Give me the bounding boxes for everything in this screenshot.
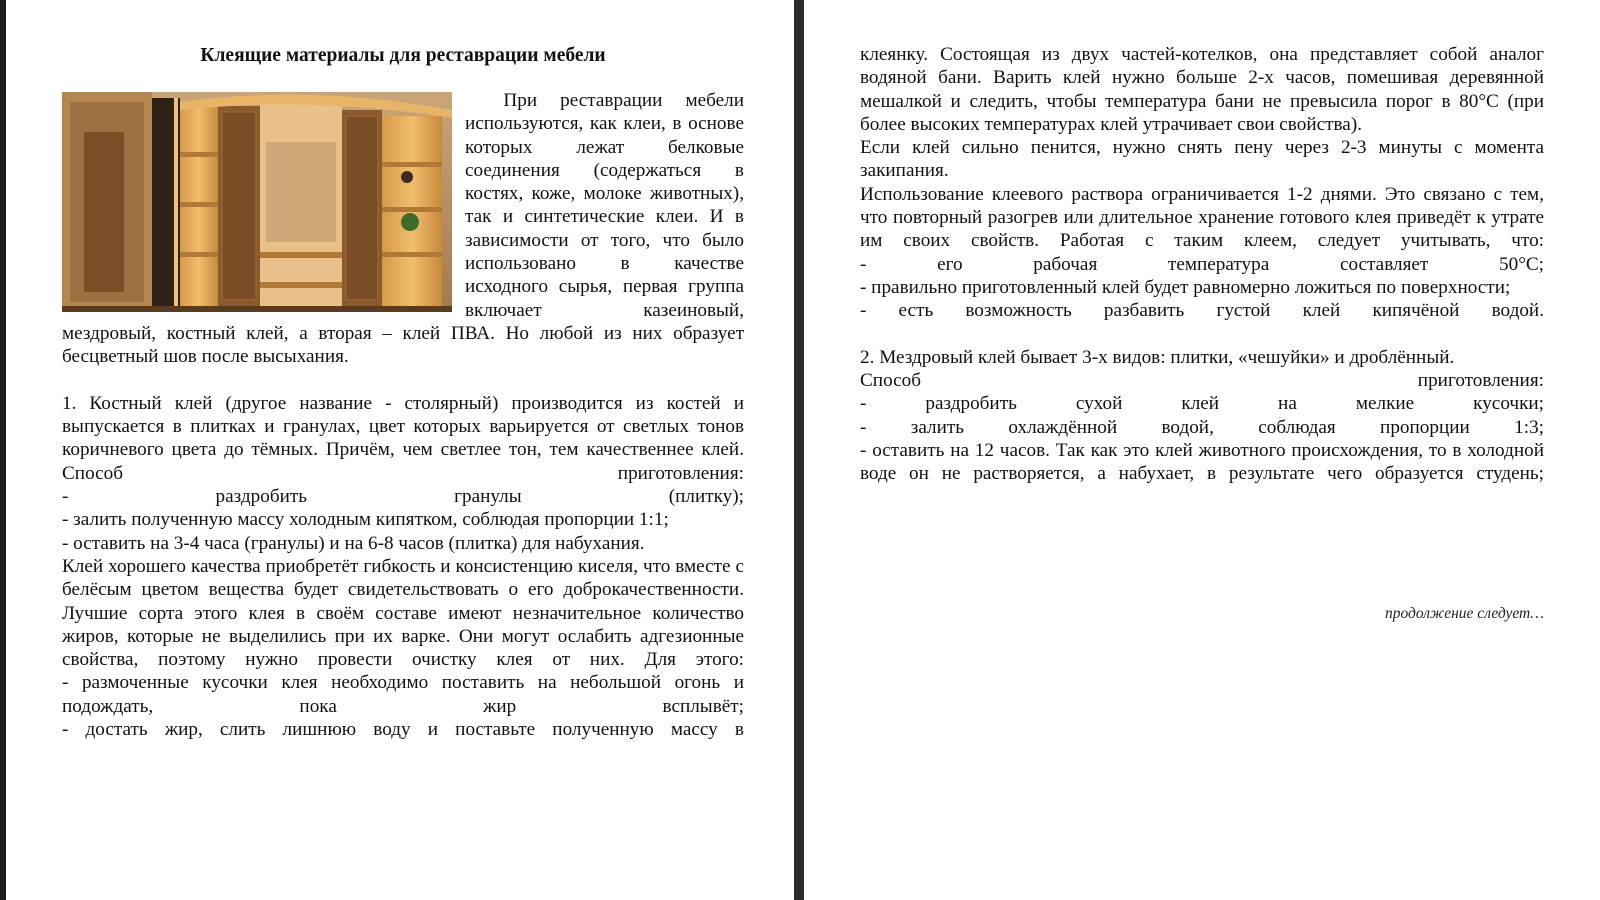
article-title: Клеящие материалы для реставрации мебели [200, 45, 606, 66]
wardrobe-photo [62, 92, 452, 312]
spacer [860, 323, 1544, 346]
document-page-right [804, 0, 1600, 900]
bone-glue-cleaning-step: - достать жир, слить лишнюю воду и поставьте полученную массу в [62, 719, 744, 741]
usage-point: - его рабочая температура составляет 50°С; [860, 253, 1544, 275]
bone-glue-method-heading: Способ приготовления: [62, 462, 744, 484]
foam-note: Если клей сильно пенится, нужно снять пену через 2-3 минуты с момента закипания. [860, 137, 1544, 182]
bone-glue-step: - залить полученную массу холодным кипятком, соблюдая пропорции 1:1; [62, 509, 669, 531]
document-page-left [6, 0, 794, 900]
bone-glue-cleaning-step: - размоченные кусочки клея необходимо поставить на небольшой огонь и подождать, пока жир всплывёт; [62, 672, 744, 717]
hide-glue-method-heading: Способ приготовления: [860, 370, 1544, 392]
bone-glue-description: 1. Костный клей (другое название - столярный) производится из костей и выпускается в плитках и гранулах, цвет которых варьируется от светлых тонов коричневого цвета до тёмных. Причём, чем светлее тон, тем качественнее клей. [62, 392, 744, 461]
continuation-paragraph: клеянку. Состоящая из двух частей-котелков, она представляет собой аналог водяной бани. Варить клей нужно больше 2-х часов, помешивая деревянной мешалкой и следить, чтобы температура бани не превысила порог в 80°С (при более высоких температурах клей утрачивает свои свойства). [860, 44, 1544, 135]
usage-point: - правильно приготовленный клей будет равномерно ложиться по поверхности; [860, 276, 1511, 298]
page-divider [794, 0, 804, 900]
continued-label: продолжение следует… [1385, 605, 1544, 622]
left-column [62, 89, 744, 741]
hide-glue-description: 2. Мездровый клей бывает 3-х видов: плитки, «чешуйки» и дроблённый. [860, 346, 1455, 368]
bone-glue-step: - раздробить гранулы (плитку); [62, 486, 744, 508]
bone-glue-step: - оставить на 3-4 часа (гранулы) и на 6-8 часов (плитка) для набухания. [62, 532, 645, 554]
hide-glue-step: - раздробить сухой клей на мелкие кусочки; [860, 393, 1544, 415]
usage-paragraph: Использование клеевого раствора ограничивается 1-2 днями. Это связано с тем, что повторный разогрев или длительное хранение готового клея приведёт к утрате им своих свойств. Работая с таким клеем, следует учитывать, что: [860, 183, 1544, 252]
intro-paragraph: При реставрации мебели используются, как клеи, в основе которых лежат белковые соединения (содержаться в костях, коже, молоке животных), так и синтетические клеи. И в зависимости от того, что было использовано в качестве исходного сырья, первая группа включает казеиновый, мездровый, костный клей, а вторая – клей ПВА. Но любой из них образует бесцветный шов после высыхания. [62, 90, 744, 368]
hide-glue-step: - залить охлаждённой водой, соблюдая пропорции 1:3; [860, 416, 1544, 438]
spacer [62, 369, 744, 392]
hide-glue-step: - оставить на 12 часов. Так как это клей животного происхождения, то в холодной воде он не растворяется, а набухает, в результате чего образуется студень; [860, 440, 1544, 485]
usage-point: - есть возможность разбавить густой клей кипячёной водой. [860, 300, 1544, 322]
right-column [860, 43, 1544, 486]
bone-glue-quality: Клей хорошего качества приобретёт гибкость и консистенцию киселя, что вместе с белёсым цветом вещества будет свидетельствовать о его доброкачественности. Лучшие сорта этого клея в своём составе имеют незначительное количество жиров, которые не выделились при их варке. Они могут ослабить адгезионные свойства, поэтому нужно провести очистку клея от них. Для этого: [62, 555, 744, 671]
